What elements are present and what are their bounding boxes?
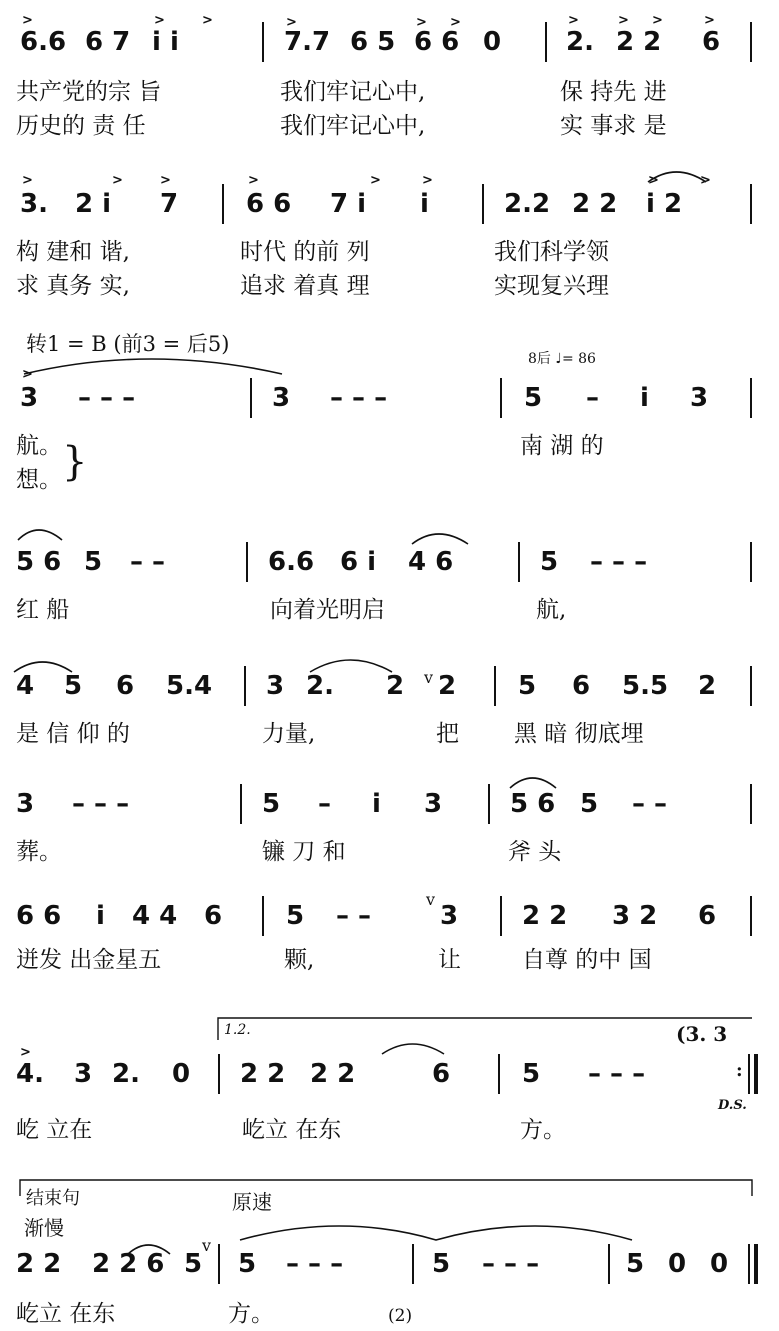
note-group: 5.5 bbox=[622, 671, 669, 701]
lyric-line: 构 建和 谐, 时代 的前 列 我们科学领 bbox=[16, 239, 609, 265]
lyric-line: 航。 南 湖 的 bbox=[16, 433, 604, 459]
note-group: 6 6 bbox=[16, 901, 62, 931]
key-change-label: 转1 = B (前3 = 后5) bbox=[26, 332, 230, 356]
note-group: 5 6 bbox=[510, 789, 556, 819]
note-group: 6 bbox=[116, 671, 135, 701]
note-group: – bbox=[318, 789, 331, 819]
tie-slur bbox=[18, 530, 62, 540]
note-group: 4 bbox=[16, 671, 35, 701]
note-group: – – – bbox=[286, 1249, 344, 1279]
note-group: 2 2 bbox=[572, 189, 618, 219]
note-group: 6 bbox=[702, 27, 721, 57]
tie-slur bbox=[128, 1245, 170, 1254]
accent-mark: > bbox=[22, 13, 33, 28]
accent-mark: > bbox=[22, 367, 33, 382]
note-group: 5 bbox=[524, 383, 543, 413]
note-group: i i bbox=[152, 27, 179, 57]
note-group: 3 bbox=[440, 901, 459, 931]
accent-mark: > bbox=[700, 173, 711, 188]
note-group: 6 bbox=[698, 901, 717, 931]
note-group: i bbox=[96, 901, 105, 931]
accent-mark: > bbox=[154, 13, 165, 28]
accent-mark: > bbox=[704, 13, 715, 28]
accent-mark: > bbox=[286, 15, 297, 30]
note-group: 3 bbox=[266, 671, 285, 701]
note-group: – – – bbox=[72, 789, 130, 819]
note-group: 2 2 bbox=[240, 1059, 286, 1089]
note-group: 0 bbox=[668, 1249, 687, 1279]
lyric-line: 红 船 向着光明启 航, bbox=[16, 597, 567, 623]
note-group: 5 bbox=[432, 1249, 451, 1279]
page-number: (2) bbox=[388, 1306, 413, 1326]
note-group: 6 i bbox=[340, 547, 377, 577]
note-group: – – bbox=[130, 547, 166, 577]
pickup-notes: (3. 3 bbox=[676, 1022, 728, 1046]
accent-mark: > bbox=[160, 173, 171, 188]
note-group: 2. bbox=[306, 671, 334, 701]
accent-mark: > bbox=[20, 1045, 31, 1060]
accent-mark: > bbox=[422, 173, 433, 188]
note-group: 6 5 bbox=[350, 27, 396, 57]
note-group: 5.4 bbox=[166, 671, 213, 701]
breath-mark: v bbox=[424, 668, 434, 687]
note-group: i bbox=[372, 789, 381, 819]
note-group: i bbox=[640, 383, 649, 413]
note-group: 2 2 bbox=[616, 27, 662, 57]
note-group: 5 bbox=[540, 547, 559, 577]
note-group: – – bbox=[632, 789, 668, 819]
accent-mark: > bbox=[370, 173, 381, 188]
lyric-line: 历史的 责 任 我们牢记心中, 实 事求 是 bbox=[16, 113, 667, 139]
tie-slur bbox=[510, 778, 556, 788]
note-group: 3 2 bbox=[612, 901, 658, 931]
note-group: 5 bbox=[262, 789, 281, 819]
note-group: 2 bbox=[438, 671, 457, 701]
accent-mark: > bbox=[568, 13, 579, 28]
note-group: 3. bbox=[20, 189, 48, 219]
lyric-line: 想。 bbox=[16, 467, 62, 493]
tie-slur bbox=[310, 660, 392, 672]
accent-mark: > bbox=[652, 13, 663, 28]
a-tempo-label: 原速 bbox=[232, 1190, 272, 1214]
lyric-line: 是 信 仰 的 力量, 把 黑 暗 彻底埋 bbox=[16, 721, 644, 747]
note-group: – bbox=[586, 383, 599, 413]
tempo-marking: 8后 ♩= 86 bbox=[528, 351, 596, 367]
note-group: 3 bbox=[74, 1059, 93, 1089]
note-group: 2 i bbox=[75, 189, 112, 219]
note-group: 2 2 bbox=[16, 1249, 62, 1279]
note-group: 0 bbox=[710, 1249, 729, 1279]
breath-mark: v bbox=[202, 1236, 212, 1255]
note-group: 2 2 6 bbox=[92, 1249, 165, 1279]
lyric-line: 共产党的宗 旨 我们牢记心中, 保 持先 进 bbox=[16, 79, 667, 105]
note-group: 6 bbox=[432, 1059, 451, 1089]
note-group: 5 bbox=[64, 671, 83, 701]
note-group: 2.2 bbox=[504, 189, 551, 219]
note-group: 5 bbox=[522, 1059, 541, 1089]
note-group: 4. bbox=[16, 1059, 44, 1089]
note-group: – – – bbox=[78, 383, 136, 413]
tie-slur bbox=[648, 172, 706, 182]
repeat-dots: : bbox=[736, 1060, 743, 1081]
note-group: – – – bbox=[330, 383, 388, 413]
note-group: 6 bbox=[572, 671, 591, 701]
lyric-line: 屹 立在 屹立 在东 方。 bbox=[16, 1117, 566, 1143]
note-group: 7 bbox=[160, 189, 179, 219]
lyric-line: 求 真务 实, 追求 着真 理 实现复兴理 bbox=[16, 273, 609, 299]
coda-label: 结束句 bbox=[26, 1188, 80, 1209]
note-group: 6 6 bbox=[414, 27, 460, 57]
note-group: 0 bbox=[172, 1059, 191, 1089]
note-group: 3 bbox=[16, 789, 35, 819]
accent-mark: > bbox=[202, 13, 213, 28]
note-group: 5 6 bbox=[16, 547, 62, 577]
note-group: – – – bbox=[482, 1249, 540, 1279]
note-group: 6.6 bbox=[20, 27, 67, 57]
note-group: 2 2 bbox=[522, 901, 568, 931]
note-group: 7 i bbox=[330, 189, 367, 219]
note-group: i 2 bbox=[646, 189, 683, 219]
tie-slur bbox=[14, 662, 72, 672]
note-group: 5 bbox=[626, 1249, 645, 1279]
volta-label: 1.2. bbox=[224, 1022, 251, 1038]
note-group: 5 bbox=[238, 1249, 257, 1279]
note-group: 5 bbox=[286, 901, 305, 931]
accent-mark: > bbox=[416, 15, 427, 30]
tie-slur bbox=[412, 534, 468, 544]
volta-bracket bbox=[218, 1018, 752, 1040]
accent-mark: > bbox=[648, 173, 659, 188]
verse-brace: } bbox=[62, 439, 88, 485]
note-group: – – bbox=[336, 901, 372, 931]
note-group: 3 bbox=[20, 383, 39, 413]
note-group: – – – bbox=[590, 547, 648, 577]
note-group: 0 bbox=[483, 27, 502, 57]
note-group: 4 6 bbox=[408, 547, 454, 577]
note-group: 6 6 bbox=[246, 189, 292, 219]
coda-bracket bbox=[20, 1180, 752, 1196]
note-group: 2 bbox=[698, 671, 717, 701]
note-group: 6 bbox=[204, 901, 223, 931]
lyric-line: 葬。 镰 刀 和 斧 头 bbox=[16, 839, 562, 865]
note-group: 6.6 bbox=[268, 547, 315, 577]
note-group: 2 bbox=[386, 671, 405, 701]
note-group: 6 7 bbox=[85, 27, 131, 57]
note-group: i bbox=[420, 189, 429, 219]
note-group: – – – bbox=[588, 1059, 646, 1089]
tie-slur bbox=[382, 1044, 444, 1054]
accent-mark: > bbox=[248, 173, 259, 188]
tie-slur bbox=[240, 1226, 632, 1240]
note-group: 2. bbox=[566, 27, 594, 57]
accent-mark: > bbox=[450, 15, 461, 30]
note-group: 3 bbox=[424, 789, 443, 819]
lyric-line: 屹立 在东 方。 bbox=[16, 1301, 274, 1327]
note-group: 2 2 bbox=[310, 1059, 356, 1089]
note-group: 5 bbox=[518, 671, 537, 701]
ds-marking: D.S. bbox=[718, 1098, 747, 1113]
note-group: 2. bbox=[112, 1059, 140, 1089]
ritardando-label: 渐慢 bbox=[24, 1216, 64, 1240]
note-group: 3 bbox=[690, 383, 709, 413]
accent-mark: > bbox=[112, 173, 123, 188]
accent-mark: > bbox=[618, 13, 629, 28]
breath-mark: v bbox=[426, 890, 436, 909]
note-group: 5 bbox=[84, 547, 103, 577]
note-group: 7.7 bbox=[284, 27, 331, 57]
note-group: 5 bbox=[184, 1249, 203, 1279]
accent-mark: > bbox=[22, 173, 33, 188]
tie-slur bbox=[24, 359, 282, 374]
note-group: 4 4 bbox=[132, 901, 178, 931]
lyric-line: 迸发 出金星五 颗, 让 自尊 的中 国 bbox=[16, 947, 652, 973]
note-group: 5 bbox=[580, 789, 599, 819]
note-group: 3 bbox=[272, 383, 291, 413]
